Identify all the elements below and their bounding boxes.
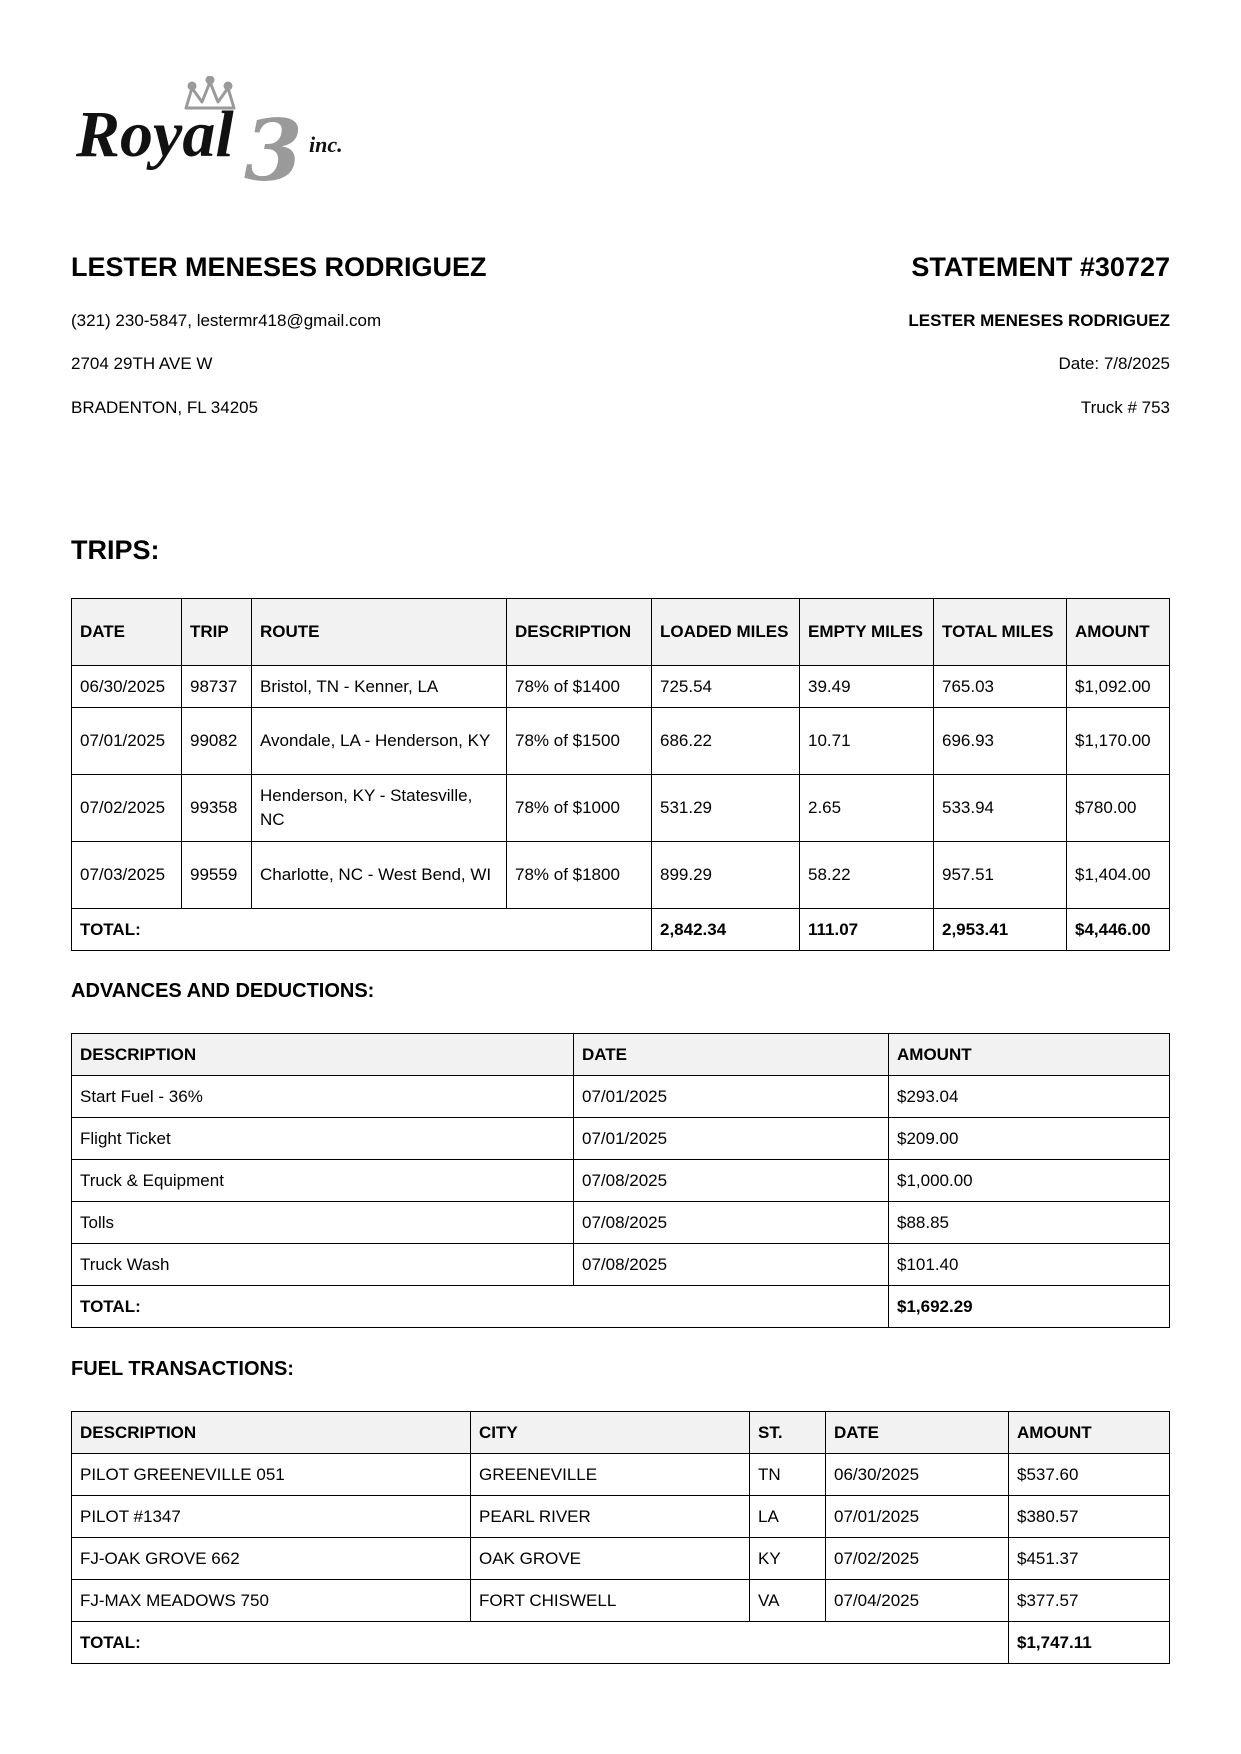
cell-state: KY [750,1538,826,1580]
total-empty-miles: 111.07 [800,909,934,951]
cell-date: 07/08/2025 [574,1160,889,1202]
table-row [72,708,1170,775]
col-header-date: DATE [574,1034,889,1076]
cell-description: 78% of $1400 [507,666,652,708]
statement-truck: Truck # 753 [1080,398,1170,417]
cell-date: 07/02/2025 [72,775,182,842]
col-header-description: DESCRIPTION [72,1034,574,1076]
cell-date: 07/04/2025 [826,1580,1009,1622]
cell-description: Start Fuel - 36% [72,1076,574,1118]
cell-loaded-miles: 531.29 [652,775,800,842]
cell-description: FJ-OAK GROVE 662 [72,1538,471,1580]
table-row [72,1580,1170,1622]
col-header-empty-miles: EMPTY MILES [800,599,934,666]
cell-trip: 98737 [182,666,252,708]
cell-amount: $380.57 [1009,1496,1170,1538]
cell-trip: 99358 [182,775,252,842]
trips-table [71,598,1170,951]
table-row [72,1202,1170,1244]
cell-trip: 99082 [182,708,252,775]
table-row [72,775,1170,842]
cell-total-miles: 765.03 [934,666,1067,708]
cell-description: 78% of $1000 [507,775,652,842]
cell-amount: $377.57 [1009,1580,1170,1622]
col-header-amount: AMOUNT [1009,1412,1170,1454]
cell-amount: $293.04 [889,1076,1170,1118]
total-label: TOTAL: [72,1622,1009,1664]
cell-total-miles: 533.94 [934,775,1067,842]
cell-amount: $209.00 [889,1118,1170,1160]
cell-amount: $537.60 [1009,1454,1170,1496]
cell-trip: 99559 [182,842,252,909]
cell-description: Tolls [72,1202,574,1244]
table-row [72,1160,1170,1202]
cell-empty-miles: 39.49 [800,666,934,708]
fuel-total-row [72,1622,1170,1664]
driver-address-line1: 2704 29TH AVE W [71,354,213,373]
cell-empty-miles: 2.65 [800,775,934,842]
col-header-city: CITY [471,1412,750,1454]
driver-name: LESTER MENESES RODRIGUEZ [71,252,487,282]
total-loaded-miles: 2,842.34 [652,909,800,951]
cell-route: Bristol, TN - Kenner, LA [252,666,507,708]
col-header-description: DESCRIPTION [507,599,652,666]
cell-date: 07/01/2025 [72,708,182,775]
table-row [72,1118,1170,1160]
cell-amount: $1,170.00 [1067,708,1170,775]
cell-route: Avondale, LA - Henderson, KY [252,708,507,775]
table-row [72,1454,1170,1496]
logo-suffix: inc. [309,132,343,157]
cell-description: Truck Wash [72,1244,574,1286]
col-header-description: DESCRIPTION [72,1412,471,1454]
col-header-total-miles: TOTAL MILES [934,599,1067,666]
cell-amount: $1,404.00 [1067,842,1170,909]
cell-amount: $101.40 [889,1244,1170,1286]
cell-description: Truck & Equipment [72,1160,574,1202]
col-header-date: DATE [72,599,182,666]
cell-total-miles: 957.51 [934,842,1067,909]
statement-payee: LESTER MENESES RODRIGUEZ [908,311,1170,330]
cell-state: LA [750,1496,826,1538]
cell-city: FORT CHISWELL [471,1580,750,1622]
cell-date: 07/01/2025 [574,1076,889,1118]
table-row [72,1076,1170,1118]
cell-total-miles: 696.93 [934,708,1067,775]
cell-description: 78% of $1500 [507,708,652,775]
logo-numeral: 3 [244,101,303,196]
cell-state: TN [750,1454,826,1496]
fuel-title: FUEL TRANSACTIONS: [71,1358,294,1380]
col-header-date: DATE [826,1412,1009,1454]
cell-route: Charlotte, NC - West Bend, WI [252,842,507,909]
statement-date: Date: 7/8/2025 [1058,354,1170,373]
cell-date: 07/02/2025 [826,1538,1009,1580]
col-header-amount: AMOUNT [889,1034,1170,1076]
table-header-row [72,1034,1170,1076]
cell-loaded-miles: 899.29 [652,842,800,909]
table-row [72,666,1170,708]
cell-amount: $88.85 [889,1202,1170,1244]
total-amount: $4,446.00 [1067,909,1170,951]
cell-description: PILOT GREENEVILLE 051 [72,1454,471,1496]
cell-description: 78% of $1800 [507,842,652,909]
logo-wordmark: Royal [76,98,234,171]
cell-description: PILOT #1347 [72,1496,471,1538]
total-total-miles: 2,953.41 [934,909,1067,951]
fuel-table [71,1411,1170,1664]
cell-loaded-miles: 725.54 [652,666,800,708]
cell-city: PEARL RIVER [471,1496,750,1538]
cell-description: Flight Ticket [72,1118,574,1160]
trips-total-row [72,909,1170,951]
total-label: TOTAL: [72,909,652,951]
col-header-amount: AMOUNT [1067,599,1170,666]
cell-amount: $1,000.00 [889,1160,1170,1202]
cell-date: 07/08/2025 [574,1244,889,1286]
cell-description: FJ-MAX MEADOWS 750 [72,1580,471,1622]
cell-route: Henderson, KY - Statesville, NC [252,775,507,842]
cell-state: VA [750,1580,826,1622]
cell-amount: $451.37 [1009,1538,1170,1580]
cell-date: 06/30/2025 [826,1454,1009,1496]
table-row [72,1538,1170,1580]
cell-empty-miles: 58.22 [800,842,934,909]
cell-amount: $1,092.00 [1067,666,1170,708]
company-logo [76,76,396,196]
advances-title: ADVANCES AND DEDUCTIONS: [71,980,375,1002]
col-header-loaded-miles: LOADED MILES [652,599,800,666]
table-header-row [72,1412,1170,1454]
cell-amount: $780.00 [1067,775,1170,842]
trips-title: TRIPS: [71,535,160,565]
cell-city: GREENEVILLE [471,1454,750,1496]
cell-date: 07/08/2025 [574,1202,889,1244]
driver-address-line2: BRADENTON, FL 34205 [71,398,259,417]
total-label: TOTAL: [72,1286,889,1328]
cell-date: 06/30/2025 [72,666,182,708]
total-amount: $1,692.29 [889,1286,1170,1328]
col-header-trip: TRIP [182,599,252,666]
table-row [72,1244,1170,1286]
col-header-route: ROUTE [252,599,507,666]
cell-date: 07/01/2025 [574,1118,889,1160]
cell-date: 07/03/2025 [72,842,182,909]
statement-info [610,250,1170,417]
cell-empty-miles: 10.71 [800,708,934,775]
advances-table [71,1033,1170,1328]
table-header-row [72,599,1170,666]
cell-city: OAK GROVE [471,1538,750,1580]
driver-info [71,250,631,417]
table-row [72,842,1170,909]
cell-date: 07/01/2025 [826,1496,1009,1538]
col-header-state: ST. [750,1412,826,1454]
cell-loaded-miles: 686.22 [652,708,800,775]
advances-total-row [72,1286,1170,1328]
statement-title: STATEMENT #30727 [911,252,1170,282]
total-amount: $1,747.11 [1009,1622,1170,1664]
driver-contact: (321) 230-5847, lestermr418@gmail.com [71,311,382,330]
table-row [72,1496,1170,1538]
